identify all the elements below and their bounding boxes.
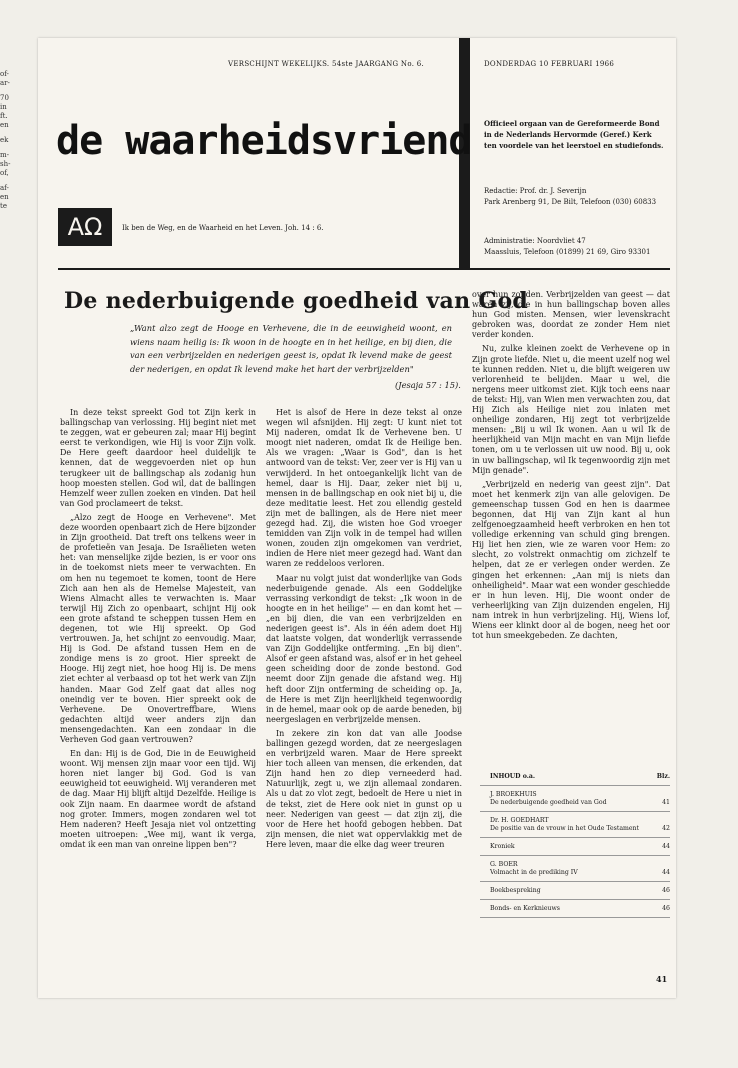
- toc-author: J. BROEKHUIS: [490, 791, 537, 798]
- toc-page: 41: [662, 799, 670, 806]
- toc-title: De positie van de vrouw in het Oude Testament: [490, 825, 640, 832]
- paragraph: over hun zonden. Verbrijzelden van geest — dat waren zij, die in hun ballingschap boven alles hun God misten. Mensen, wier levenskracht gebroken was, doordat ze zonder Hem niet verder konden.: [472, 290, 670, 340]
- motto: Ik ben de Weg, en de Waarheid en het Leven. Joh. 14 : 6.: [122, 224, 324, 232]
- paragraph: In zekere zin kon dat van alle Joodse ballingen gezegd worden, dat ze neergeslagen en verbrijzeld waren. Maar de Here spreekt hier toch alleen van mensen, die erkenden, dat Zijn hand hen zo diep verneederd had. Natuurlijk, zegt u, we zijn allemaal zondaren. Als u dat zo vlot zegt, bedoelt de Here u niet in de tekst, ziet de Here ook niet in gunst op u neer. Nederigen van geest — dat zijn zij, die voor de Here het hoofd gebogen hebben. Dat zijn mensen, die niet wat oppervlakkig met de Here leven, maar die elke dag weer treuren: [266, 728, 462, 849]
- toc-page: 42: [662, 825, 670, 832]
- paragraph: „Alzo zegt de Hooge en Verhevene". Met deze woorden openbaart zich de Here bijzonder in Zijn grootheid. Dat treft ons telkens weer in de profetieën van Jesaja. De Israëlieten weten het: van menselijke zijde bezien, is er voor ons in de toekomst niets meer te verwachten. En om hen nu tegemoet te komen, toont de Here Zich aan hen als de Hemelse Majesteit, van Wiens Almacht alles te verwachten is. Maar terwijl Hij Zich zo openbaart, schijnt Hij ook een grote afstand te scheppen tussen Hem en degenen, tot wie Hij spreekt. Op God vertrouwen. Ja, het schijnt zo eenvoudig. Maar, Hij is God. De afstand tussen Hem en de zondige mens is zo groot. Hier spreekt de Hooge. Hij zegt niet, hoe hoog Hij is. De mens ziet echter al verbaasd op tot het werk van Zijn handen. Maar God Zelf gaat dat alles nog oneindig ver te boven. Hier spreekt ook de Verhevene. De Onovertreffbare, Wiens gedachten altijd weer anders zijn dan mensengedachten. Kan een zondaar in die Verheven God gaan vertrouwen?: [60, 512, 256, 744]
- toc-header: [480, 768, 670, 786]
- margin-fragment: m- sh- of,: [0, 151, 11, 177]
- toc-entry: [480, 812, 670, 838]
- toc-header-page: Blz.: [656, 773, 670, 780]
- toc-title: Bonds- en Kerknieuws: [490, 905, 560, 912]
- paragraph: „Verbrijzeld en nederig van geest zijn". Dat moet het kenmerk zijn van alle gelovigen. De gemeenschap tussen God en hen is daarmee begonnen, dat Hij van Zijn kant al hun zelfgenoegzaamheid heeft verbroken en hen tot volledige erkenning van schuld ging brengen. Hij liet hen zien, wie ze waren voor Hem: zo slecht, zo volstrekt onmachtig om zichzelf te helpen, dat ze er verlegen onder werden. Ze gingen het erkennen: „Aan mij is niets dan onheiligheid". Maar wat een wonder geschiedde er in hun leven. Hij, Die woont onder de verheerlijking van Zijn duizenden engelen, Hij nam intrek in hun verbrijzeling. Hij, Wiens lof, Wiens eer klinkt door al de bogen, neeg het oor tot hun smeekgebeden. Ze dachten,: [472, 479, 670, 641]
- toc-entry: [480, 786, 670, 812]
- article-column-3: [472, 290, 670, 645]
- article-column-1: [60, 408, 256, 854]
- toc-title: Volmacht in de prediking IV: [490, 869, 578, 876]
- toc-title: Kroniek: [490, 843, 515, 850]
- toc-entry: [480, 838, 670, 856]
- toc-entry: [480, 900, 670, 918]
- margin-fragment: of- ar-: [0, 70, 10, 87]
- redactie-info: [484, 186, 656, 208]
- organ-line: ten voordele van het leerstoel en studiefonds.: [484, 141, 664, 150]
- masthead-title: de waarheidsvriend: [56, 118, 472, 164]
- toc-author: G. BOER: [490, 861, 518, 868]
- admin-info: [484, 236, 650, 258]
- paragraph: Het is alsof de Here in deze tekst al onze wegen wil afsnijden. Hij zegt: U kunt niet tot Mij naderen, omdat Ik de Verhevene ben. U moogt niet naderen, omdat Ik de Heilige ben. Als we vragen: „Waar is God", dan is het antwoord van de tekst: Ver, zeer ver is Hij van u verwijderd. In het ontoegankelijk licht van de hemel, daar is Hij. Daar, zeker niet bij u, mensen in de ballingschap en ook niet bij u, die deze meditatie leest. Het zou ellendig gesteld zijn met de ballingen, als de Here niet meer gezegd had. Zij, die wisten hoe God vroeger temidden van Zijn volk in de tempel had willen wonen, zouden zijn omgekomen van verdriet, indien de Here niet meer gezegd had. Want dan waren ze reddeloos verloren.: [266, 408, 462, 569]
- scripture-reference: (Jesaja 57 : 15).: [395, 380, 461, 390]
- redactie-line: Redactie: Prof. dr. J. Severijn: [484, 187, 587, 195]
- admin-line: Administratie: Noordvliet 47: [484, 237, 586, 245]
- article-title: De nederbuigende goedheid van God: [64, 288, 529, 314]
- margin-fragment: ek: [0, 136, 9, 144]
- toc-title: De nederbuigende goedheid van God: [490, 799, 607, 806]
- toc-entry: [480, 882, 670, 900]
- toc-entry: [480, 856, 670, 882]
- paragraph: In deze tekst spreekt God tot Zijn kerk in ballingschap van verlossing. Hij begint niet met te zeggen, wat er gebeuren zal; maar Hij begint eerst te verkondigen, wie Hij is voor Zijn volk. De Here geeft daardoor heel duidelijk te kennen, dat de weggevoerden niet op hun terugkeer uit de ballingschap als zodanig hun hoop moesten stellen. God wil, dat de ballingen Hemzelf weer zullen zoeken en vinden. Dat heil van God proclameert de tekst.: [60, 408, 256, 508]
- issue-line: VERSCHIJNT WEKELIJKS. 54ste JAARGANG No. 6.: [228, 60, 425, 68]
- admin-line: Maassluis, Telefoon (01899) 21 69, Giro 93301: [484, 248, 651, 256]
- organ-line: in de Nederlands Hervormde (Geref.) Kerk: [484, 130, 652, 139]
- page-number: 41: [656, 974, 668, 984]
- toc-title: Boekbespreking: [490, 887, 541, 894]
- toc-page: 44: [662, 869, 670, 876]
- margin-fragment: 70 in ft. en: [0, 94, 9, 129]
- toc-header-label: INHOUD o.a.: [490, 773, 536, 780]
- margin-fragment: af- en te: [0, 184, 9, 210]
- table-of-contents: [480, 768, 670, 918]
- date-line: DONDERDAG 10 FEBRUARI 1966: [484, 60, 615, 68]
- paragraph: Maar nu volgt juist dat wonderlijke van Gods nederbuigende genade. Als een Goddelijke verrassing verkondigt de tekst: „Ik woon in de hoogte en in het heilige" — en dan komt het — „en bij dien, die van een verbrijzelden en nederigen geest is". Als in één adem doet Hij dat laatste volgen, dat wonderlijk verrassende van Zijn Goddelijke ontferming. „En bij dien". Alsof er geen afstand was, alsof er in het geheel geen scheiding door de zonde bestond. God neemt door Zijn genade die afstand weg. Hij heft door Zijn ontferming de scheiding op. Ja, de Here is met Zijn heerlijkheid tegenwoordig in de hemel, maar ook op de aarde beneden, bij neergeslagen en verbrijzelde mensen.: [266, 573, 462, 724]
- paragraph: En dan: Hij is de God, Die in de Eeuwigheid woont. Wij mensen zijn maar voor een tijd. Wij horen niet langer bij God. God is van eeuwigheid tot eeuwigheid. Wij veranderen met de dag. Maar Hij blijft altijd Dezelfde. Heilige is ook Zijn naam. En daarmee wordt de afstand nog groter. Immers, mogen zondaren wel tot Hem naderen? Heeft Jesaja niet vol ontzetting moeten uitroepen: „Wee mij, want ik verga, omdat ik een man van onreine lippen ben"?: [60, 749, 256, 849]
- scripture-quote: „Want alzo zegt de Hooge en Verhevene, die in de eeuwigheid woont, en wiens naam heilig is: Ik woon in de hoogte en in het heilige, en bij dien, die van een verbrijzelden en nederigen geest is, opdat Ik levend make de geest der nederigen, en opdat Ik levend make het hart der verbrijzelden": [130, 323, 452, 374]
- toc-page: 46: [662, 905, 670, 912]
- toc-page: 46: [662, 887, 670, 894]
- redactie-line: Park Arenberg 91, De Bilt, Telefoon (030) 60833: [484, 198, 657, 206]
- organ-line: Officieel orgaan van de Gereformeerde Bond: [484, 119, 660, 128]
- paragraph: Nu, zulke kleinen zoekt de Verhevene op in Zijn grote liefde. Niet u, die meent uzelf nog wel te kunnen redden. Niet u, die blijft weigeren uw verlorenheid te belijden. Maar u wel, die nergens meer uitkomst ziet. Kijk toch eens naar de tekst: Hij, van Wien men verwachten zou, dat Hij Zich als Heilige niet zou inlaten met onheilige zondaren, Hij zegt tot verbrijzelde mensen: „Bij u wil Ik wonen. Aan u wil Ik de heerlijkheid van Mijn macht en van Mijn liefde tonen, om u te verlossen uit uw nood. Bij u, ook in uw ballingschap, wil Ik tegenwoordig zijn met Mijn genade".: [472, 344, 670, 475]
- alpha-omega-logo: AΩ: [58, 208, 112, 246]
- toc-page: 44: [662, 843, 670, 850]
- toc-author: Dr. H. GOEDHART: [490, 817, 549, 824]
- organ-info: [484, 118, 664, 151]
- article-column-2: [266, 408, 462, 854]
- margin-fragments: [0, 70, 30, 217]
- header-rule: [58, 268, 670, 270]
